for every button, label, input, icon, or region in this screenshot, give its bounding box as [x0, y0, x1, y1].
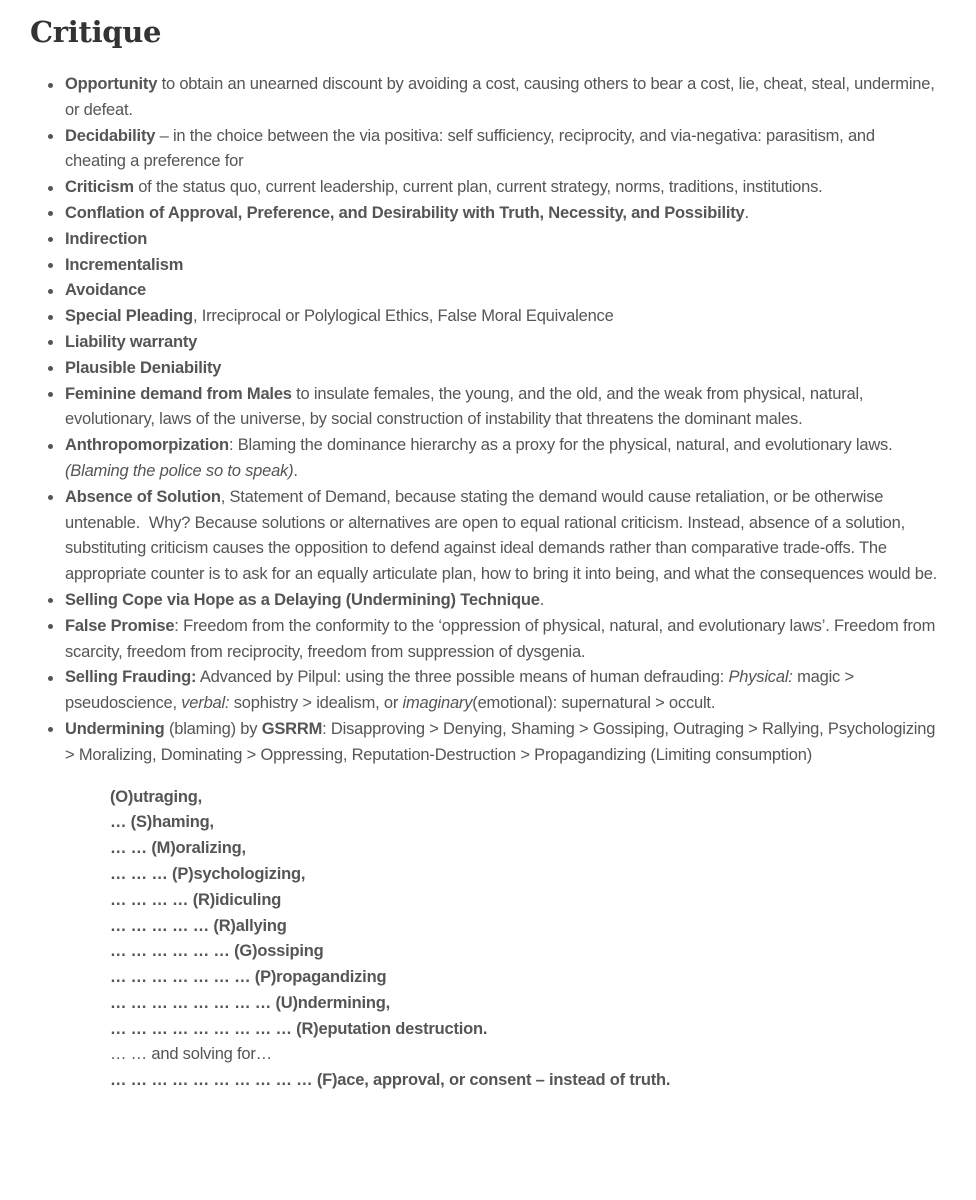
list-item-text: to obtain an unearned discount by avoiding a cost, causing others to bear a cost, lie, cheat, steal, undermine, or defeat. [65, 75, 935, 119]
staircase-line: … … … … … … … … … … (F)ace, approval, or consent – instead of truth. [110, 1071, 671, 1090]
list-item [65, 588, 938, 614]
list-item [65, 227, 938, 253]
staircase-line: … … … … … (R)allying [110, 916, 287, 935]
list-item [65, 485, 938, 588]
list-item [65, 382, 938, 434]
list-item-bold-text: GSRRM [261, 719, 323, 738]
list-item-bold-text: Special Pleading [65, 307, 193, 326]
list-item-bold-text: Absence of Solution [65, 487, 221, 506]
list-item-text: magic > pseudoscience, [65, 668, 854, 713]
staircase-line: … … and solving for… [110, 1045, 272, 1064]
staircase-line: … … … … … … (G)ossiping [110, 942, 324, 961]
list-item-text: (emotional): supernatural > occult. [472, 694, 716, 713]
list-item [65, 665, 938, 717]
list-item [65, 356, 938, 382]
list-item-bold-text: Decidability [65, 126, 156, 145]
list-item-bold-text: Conflation of Approval, Preference, and Desirability with Truth, Necessity, and Possibility [65, 203, 745, 222]
staircase-line: … (S)haming, [110, 813, 214, 832]
list-item-italic-text: (Blaming the police so to speak) [65, 461, 294, 480]
list-item-text: . [293, 461, 298, 480]
list-item-text: to insulate females, the young, and the old, and the weak from physical, natural, evolutionary, laws of the universe, by social construction of instability that threatens the dominant males. [65, 384, 864, 429]
staircase-line: (O)utraging, [110, 787, 202, 806]
list-item-bold-text: Indirection [65, 229, 148, 248]
list-item-bold-text: Liability warranty [65, 332, 198, 351]
list-item-text: . [539, 590, 545, 609]
list-item [65, 433, 938, 485]
list-item-text: (blaming) by [164, 719, 262, 738]
list-item-text: , Statement of Demand, because stating the demand would cause retaliation, or be otherwise untenable. Why? Because solutions or alternatives are open to equal rational criticism. Instead, absence of a solution, substituting criticism causes the opposition to defend against ideal demands rather than comparative trade-offs. The appropriate counter is to ask for an equally articulate plan, how to bring it into being, and what the consequences would be. [65, 487, 938, 584]
list-item-bold-text: Avoidance [65, 281, 147, 300]
list-item-text: of the status quo, current leadership, current plan, current strategy, norms, traditions, institutions. [133, 178, 823, 197]
list-item [65, 614, 938, 666]
staircase-line: … … (M)oralizing, [110, 839, 246, 858]
list-item [65, 304, 938, 330]
staircase-line: … … … (P)sychologizing, [110, 864, 306, 883]
list-item [65, 253, 938, 279]
list-item-text: Advanced by Pilpul: using the three possible means of human defrauding: [196, 668, 729, 687]
list-item-bold-text: Feminine demand from Males [65, 384, 292, 403]
list-item-text: : Freedom from the conformity to the ‘oppression of physical, natural, and evolutionary laws’. Freedom from scarcity, freedom from reciprocity, freedom from suppression of dysgenia. [65, 616, 936, 661]
list-item-italic-text: verbal: [181, 694, 230, 713]
list-item-bold-text: Undermining [65, 719, 165, 738]
list-item-text: , Irreciprocal or Polylogical Ethics, False Moral Equivalence [192, 307, 614, 326]
list-item-bold-text: Criticism [65, 178, 134, 197]
list-item-bold-text: Selling Frauding: [65, 668, 197, 687]
list-item-italic-text: imaginary [402, 694, 473, 713]
list-item [65, 72, 938, 124]
list-item-italic-text: Physical: [728, 668, 793, 687]
list-item-bold-text: Incrementalism [65, 255, 184, 274]
list-item-text: – in the choice between the via positiva: self sufficiency, reciprocity, and via-negativa: parasitism, and cheating a preference for [65, 126, 875, 171]
page-title: Critique [30, 15, 162, 49]
list-item-bold-text: False Promise [65, 616, 175, 635]
list-item [65, 175, 938, 201]
list-item-bold-text: Opportunity [65, 75, 158, 93]
staircase-line: … … … … … … … (P)ropagandizing [110, 968, 387, 987]
list-item-bold-text: Anthropomorpization [65, 436, 229, 455]
staircase-line: … … … … … … … … … (R)eputation destruction. [110, 1019, 488, 1038]
list-item-text: . [744, 203, 749, 222]
list-item-bold-text: Selling Cope via Hope as a Delaying (Undermining) Technique [65, 590, 540, 609]
list-item-text: : Blaming the dominance hierarchy as a proxy for the physical, natural, and evolutionary laws. [228, 436, 893, 455]
list-item [65, 717, 938, 769]
list-item-text: sophistry > idealism, or [229, 694, 403, 713]
list-item [65, 278, 938, 304]
critique-list [30, 72, 938, 769]
list-item [65, 201, 938, 227]
list-item-bold-text: Plausible Deniability [65, 358, 222, 377]
gsrrm-staircase [110, 785, 938, 1095]
list-item [65, 330, 938, 356]
list-item [65, 124, 938, 176]
list-item-text: : Disapproving > Denying, Shaming > Gossiping, Outraging > Rallying, Psychologizing > Moralizing, Dominating > Oppressing, Reputation-Destruction > Propagandizing (Limiting consumption) [65, 719, 936, 764]
staircase-line: … … … … (R)idiculing [110, 890, 282, 909]
staircase-line: … … … … … … … … (U)ndermining, [110, 993, 390, 1012]
